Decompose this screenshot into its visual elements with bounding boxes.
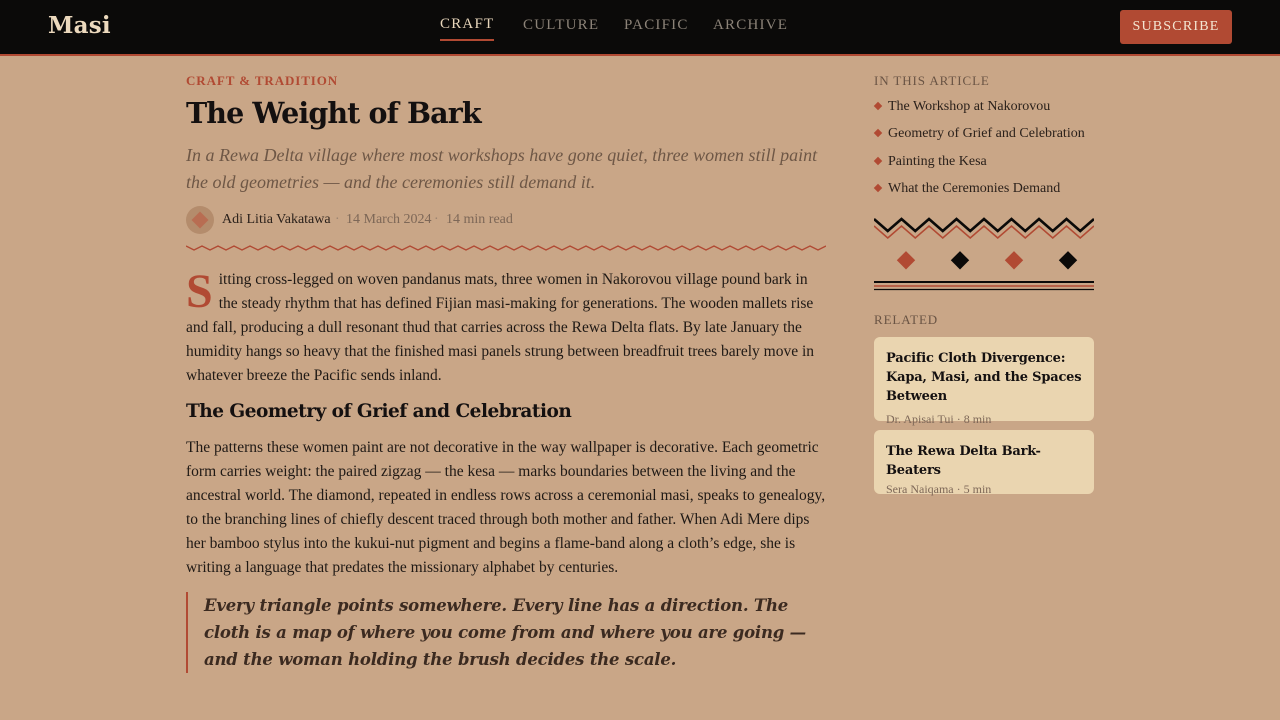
toc-item[interactable] [874,181,1060,197]
related-card-title: Pacific Cloth Divergence: Kapa, Masi, and the Spaces Between [886,351,1082,404]
author-name[interactable]: Adi Litia Vakatawa [222,212,331,227]
article-kicker[interactable]: CRAFT & TRADITION [186,73,339,88]
related-card-title: The Rewa Delta Bark-Beaters [886,444,1041,478]
zigzag-band [874,226,1094,238]
site-logo[interactable]: Masi [48,12,111,39]
related-heading: RELATED [874,312,939,327]
nav-archive[interactable]: ARCHIVE [713,17,789,33]
related-card-meta: Sera Naiqama · 5 min [886,482,992,496]
toc-item[interactable] [874,126,1085,142]
toc-item-label: What the Ceremonies Demand [888,181,1061,196]
toc-item-label: The Workshop at Nakorovou [888,99,1051,114]
nav-craft[interactable]: CRAFT [440,16,495,32]
pull-quote-text: Every triangle points somewhere. Every line has a direction. The cloth is a map of where you come from and where you are going — and the woman holding the brush decides the scale. [204,596,806,669]
diamond-bullet-icon [874,157,882,165]
toc-item-label: Geometry of Grief and Celebration [888,126,1085,141]
drop-cap: S [186,265,213,318]
section-heading: The Geometry of Grief and Celebration [186,401,572,422]
toc-heading: IN THIS ARTICLE [874,73,990,88]
article-title: The Weight of Bark [186,96,481,130]
top-navigation-bar [0,0,1280,56]
related-card[interactable] [874,430,1094,494]
pull-quote [186,592,826,673]
toc-item[interactable] [874,99,1050,115]
nav-culture[interactable]: CULTURE [523,17,600,33]
publish-date: 14 March 2024 [346,212,432,227]
masi-pattern-ornament [874,216,1094,292]
byline-separator: · [434,212,439,227]
diamond-bullet-icon [874,184,882,192]
article-dek: In a Rewa Delta village where most workshops have gone quiet, three women still paint the old geometries — and the ceremonies still demand it. [186,145,818,192]
subscribe-button[interactable]: SUBSCRIBE [1120,10,1232,44]
related-card[interactable] [874,337,1094,426]
read-time: 14 min read [446,212,513,227]
related-card-meta: Dr. Apisai Tui · 8 min [886,412,992,426]
toc-item-label: Painting the Kesa [888,154,987,169]
diamond-motif [951,251,969,269]
diamond-bullet-icon [874,102,882,110]
toc-item[interactable] [874,154,987,170]
author-avatar [186,206,214,234]
zigzag-divider [186,244,826,252]
diamond-bullet-icon [874,129,882,137]
paragraph-text: itting cross-legged on woven pandanus mats, three women in Nakorovou village pound bark in the steady rhythm that has defined Fijian masi-making for generations. The wooden mallets rise and fall, producing a dull resonant thud that carries across the Rewa Delta flats. By late January the humidity hangs so heavy that the finished masi panels strung between breadfruit trees barely move in whatever breeze the Pacific sends inland. [186,271,815,384]
article-paragraph: The patterns these women paint are not decorative in the way wallpaper is decorative. Each geometric form carries weight: the paired zigzag — the kesa — marks boundaries between the living and the ancestral world. The diamond, repeated in endless rows across a ceremonial masi, speaks to genealogy, to the branching lines of chiefly descent traced through both mother and father. When Adi Mere dips her bamboo stylus into the kukui-nut pigment and begins a flame-band along a cloth’s edge, she is writing a language that predates the missionary alphabet by centuries. [186,439,826,576]
nav-pacific[interactable]: PACIFIC [624,17,689,33]
diamond-motif [1059,251,1077,269]
byline [186,206,826,236]
article-paragraph [186,265,826,388]
diamond-motif [897,251,915,269]
diamond-motif [1005,251,1023,269]
byline-separator: · [335,212,340,227]
